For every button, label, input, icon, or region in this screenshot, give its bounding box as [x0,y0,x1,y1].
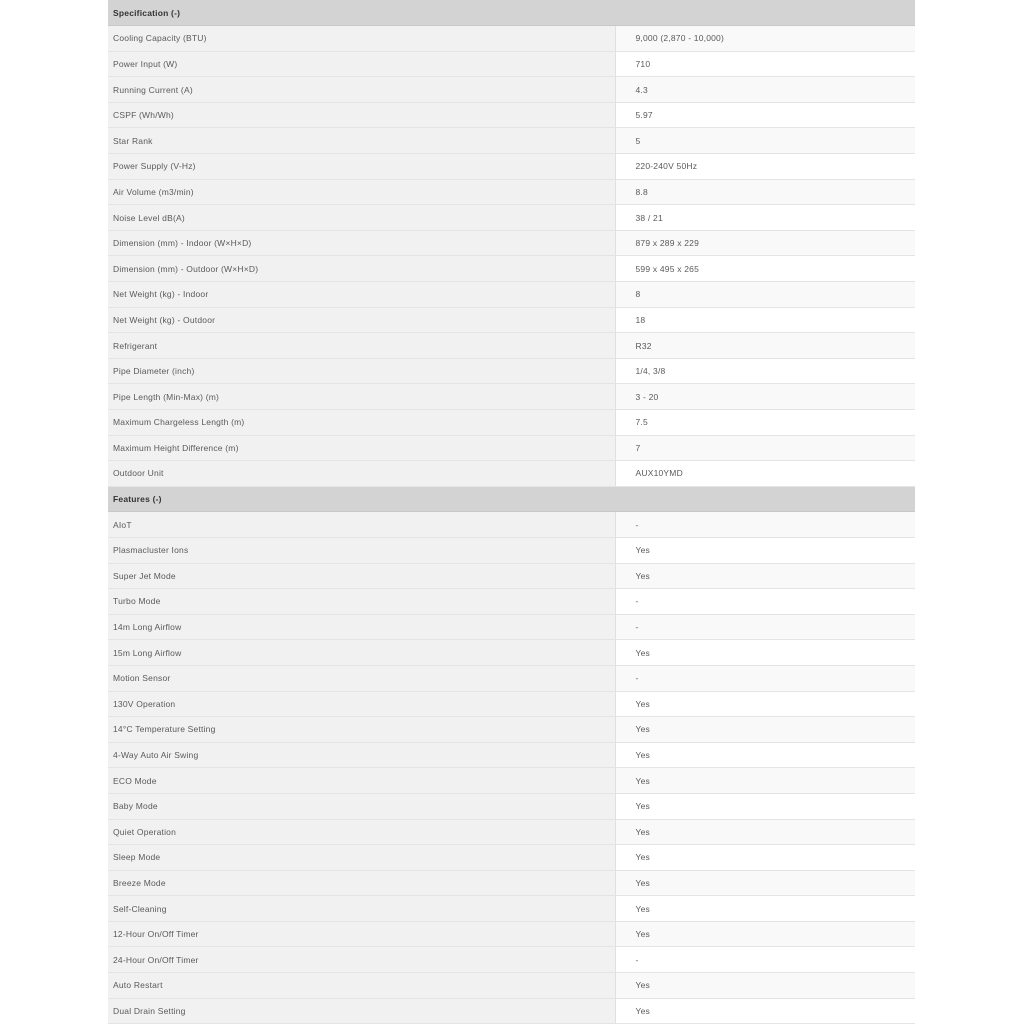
row-label: Quiet Operation [108,819,615,845]
row-label: Baby Mode [108,793,615,819]
row-label: Air Volume (m3/min) [108,179,615,205]
row-label: Power Supply (V-Hz) [108,154,615,180]
row-value: AUX10YMD [615,461,915,487]
table-row [108,793,915,819]
row-value: Yes [615,896,915,922]
table-row [108,947,915,973]
table-row [108,717,915,743]
table-row [108,410,915,436]
row-label: ECO Mode [108,768,615,794]
table-row [108,870,915,896]
row-label: Noise Level dB(A) [108,205,615,231]
row-label: Motion Sensor [108,665,615,691]
row-value: 8.8 [615,179,915,205]
features-section-header [108,486,915,512]
row-value: 7.5 [615,410,915,436]
table-row [108,461,915,487]
row-label: 130V Operation [108,691,615,717]
row-value: 220-240V 50Hz [615,154,915,180]
row-label: Plasmacluster Ions [108,537,615,563]
row-label: 14m Long Airflow [108,614,615,640]
table-row [108,614,915,640]
table-row [108,973,915,999]
row-value: Yes [615,537,915,563]
table-row [108,51,915,77]
row-value: 5 [615,128,915,154]
row-label: Star Rank [108,128,615,154]
row-value: Yes [615,819,915,845]
table-row [108,691,915,717]
row-value: 599 x 495 x 265 [615,256,915,282]
table-row [108,77,915,103]
row-value: R32 [615,333,915,359]
features-section-title: Features (-) [108,486,915,512]
row-label: Outdoor Unit [108,461,615,487]
table-row [108,358,915,384]
row-value: 879 x 289 x 229 [615,230,915,256]
row-label: Net Weight (kg) - Indoor [108,282,615,308]
row-value: - [615,512,915,538]
row-label: Pipe Diameter (inch) [108,358,615,384]
table-row [108,819,915,845]
table-row [108,102,915,128]
row-value: Yes [615,973,915,999]
row-label: Self-Cleaning [108,896,615,922]
row-value: Yes [615,921,915,947]
row-value: Yes [615,768,915,794]
row-value: 1/4, 3/8 [615,358,915,384]
table-row [108,921,915,947]
table-row [108,640,915,666]
row-value: - [615,589,915,615]
spec-table [108,0,915,1024]
table-row [108,179,915,205]
row-label: 12-Hour On/Off Timer [108,921,615,947]
row-value: Yes [615,870,915,896]
row-value: - [615,947,915,973]
row-label: 14°C Temperature Setting [108,717,615,743]
row-label: Maximum Height Difference (m) [108,435,615,461]
table-row [108,563,915,589]
table-row [108,384,915,410]
row-value: Yes [615,691,915,717]
row-label: Super Jet Mode [108,563,615,589]
table-row [108,845,915,871]
row-label: Sleep Mode [108,845,615,871]
table-row [108,537,915,563]
table-row [108,435,915,461]
table-row [108,128,915,154]
table-row [108,998,915,1024]
table-row [108,512,915,538]
row-label: Breeze Mode [108,870,615,896]
row-label: Net Weight (kg) - Outdoor [108,307,615,333]
row-value: - [615,614,915,640]
table-row [108,256,915,282]
table-row [108,665,915,691]
table-row [108,589,915,615]
row-value: 3 - 20 [615,384,915,410]
table-row [108,307,915,333]
table-row [108,896,915,922]
row-label: Power Input (W) [108,51,615,77]
row-label: Running Current (A) [108,77,615,103]
row-value: Yes [615,845,915,871]
row-value: Yes [615,717,915,743]
row-value: Yes [615,640,915,666]
row-label: CSPF (Wh/Wh) [108,102,615,128]
row-label: 15m Long Airflow [108,640,615,666]
table-row [108,26,915,52]
row-label: Turbo Mode [108,589,615,615]
row-label: Dual Drain Setting [108,998,615,1024]
row-value: 8 [615,282,915,308]
spec-table-body [108,0,915,1024]
table-row [108,230,915,256]
row-label: Refrigerant [108,333,615,359]
row-value: 38 / 21 [615,205,915,231]
row-value: 9,000 (2,870 - 10,000) [615,26,915,52]
row-label: Pipe Length (Min-Max) (m) [108,384,615,410]
row-label: 24-Hour On/Off Timer [108,947,615,973]
row-value: Yes [615,563,915,589]
row-value: 710 [615,51,915,77]
table-row [108,742,915,768]
row-label: Dimension (mm) - Indoor (W×H×D) [108,230,615,256]
row-value: 4.3 [615,77,915,103]
specification-section-title: Specification (-) [108,0,915,26]
row-value: 18 [615,307,915,333]
table-row [108,333,915,359]
row-value: - [615,665,915,691]
row-value: Yes [615,793,915,819]
row-label: Auto Restart [108,973,615,999]
specification-section-header [108,0,915,26]
row-value: Yes [615,742,915,768]
table-row [108,154,915,180]
row-value: Yes [615,998,915,1024]
row-label: Dimension (mm) - Outdoor (W×H×D) [108,256,615,282]
row-label: 4-Way Auto Air Swing [108,742,615,768]
row-label: Maximum Chargeless Length (m) [108,410,615,436]
table-row [108,768,915,794]
row-value: 7 [615,435,915,461]
table-row [108,205,915,231]
table-row [108,282,915,308]
row-label: AIoT [108,512,615,538]
row-value: 5.97 [615,102,915,128]
row-label: Cooling Capacity (BTU) [108,26,615,52]
